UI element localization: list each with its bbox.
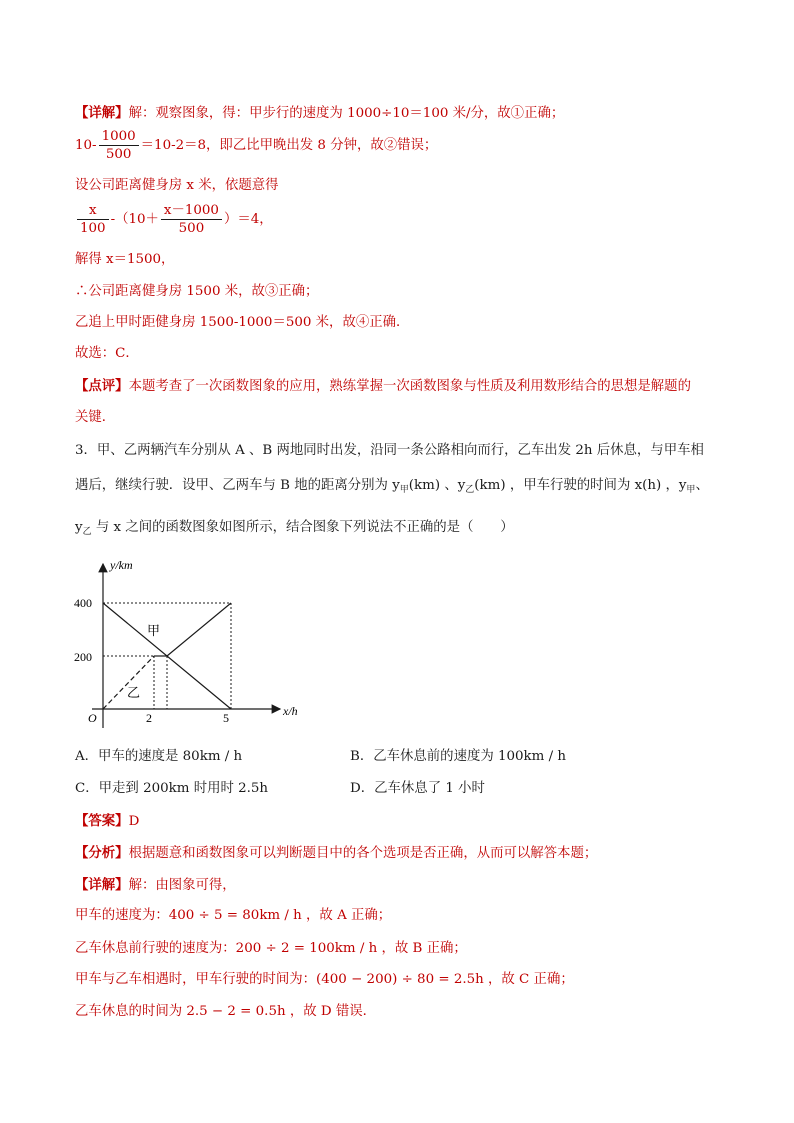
fraction: $\frac{x}{100}$ [77,202,109,237]
detail1-line5: 解得 x＝1500， [75,252,175,267]
y-tick-200: 200 [74,650,92,664]
line-yi-dashed [103,656,154,709]
option-c: C．甲走到 200km 时用时 2.5h [75,781,269,796]
option-a: A．甲车的速度是 80km / h [75,749,243,764]
detail1-line3: 设公司距离健身房 x 米，依题意得 [75,178,279,193]
y-axis-label: y/km [110,558,133,572]
detail-tag: 【详解】 [75,105,129,121]
x-tick-2: 2 [146,711,152,725]
detail2-line5: 乙车休息的时间为 2.5 − 2 = 0.5h ，故 D 错误． [75,1004,377,1019]
detail2-line3: 乙车休息前行驶的速度为：200 ÷ 2 = 100km / h ，故 B 正确； [75,941,467,956]
option-b: B．乙车休息前的速度为 100km / h [350,749,567,764]
detail1-line2: 10- $\frac{1000}{500}$ ＝10-2＝8，即乙比甲晚出发 8 分钟，故②错误； [75,129,438,162]
detail1-line6: ∴公司距离健身房 1500 米，故③正确； [75,284,319,299]
comment-line1: 【点评】本题考查了一次函数图象的应用，熟练掌握一次函数图象与性质及利用数形结合的思想是解题的 [75,378,691,394]
comment-line2: 关键． [75,410,116,425]
y-tick-400: 400 [74,596,92,610]
question3-line2: 遇后，继续行驶．设甲、乙两车与 B 地的距离分别为 $y_甲(km)$ 、$y_乙(km)$ ，甲车行驶的时间为 x(h) ，$y_甲$、 [75,478,709,495]
label-yi: 乙 [127,685,141,700]
detail2-line4: 甲车与乙车相遇时，甲车行驶的时间为：(400 − 200) ÷ 80 = 2.5h ，故 C 正确； [75,972,574,987]
question3-line3: $y_乙$ 与 x 之间的函数图象如图所示，结合图象下列说法不正确的是（ ） [75,520,514,537]
line-yi-continue [167,603,231,656]
detail1-line8: 故选：C． [75,346,139,361]
detail2-line2: 甲车的速度为：400 ÷ 5 = 80km / h ，故 A 正确； [75,908,392,923]
x-axis-label: x/h [283,704,298,718]
detail1-line1: 【详解】解：观察图象，得：甲步行的速度为 1000÷10＝100 米/分，故①正确； [75,105,565,121]
detail2-line1: 【详解】解：由图象可得， [75,877,236,893]
option-d: D．乙车休息了 1 小时 [350,781,485,796]
fraction: $\frac{x-1000}{500}$ [161,202,222,237]
x-tick-5: 5 [223,711,229,725]
analysis-line: 【分析】根据题意和函数图象可以判断题目中的各个选项是否正确，从而可以解答本题； [75,845,598,861]
fraction: $\frac{1000}{500}$ [99,128,139,163]
answer-line: 【答案】D [75,813,140,829]
origin-label: O [88,711,97,725]
detail1-equation: $\frac{x}{100}$ -（10＋ $\frac{x-1000}{500}$ ）＝4， [75,202,273,237]
function-graph [70,558,310,730]
label-jia: 甲 [147,623,161,638]
comment-tag: 【点评】 [75,378,129,394]
question3-line1: 3．甲、乙两辆汽车分别从 A 、B 两地同时出发，沿同一条公路相向而行，乙车出发 2h 后休息，与甲车相 [75,443,704,458]
detail1-line7: 乙追上甲时距健身房 1500-1000＝500 米，故④正确． [75,315,410,330]
